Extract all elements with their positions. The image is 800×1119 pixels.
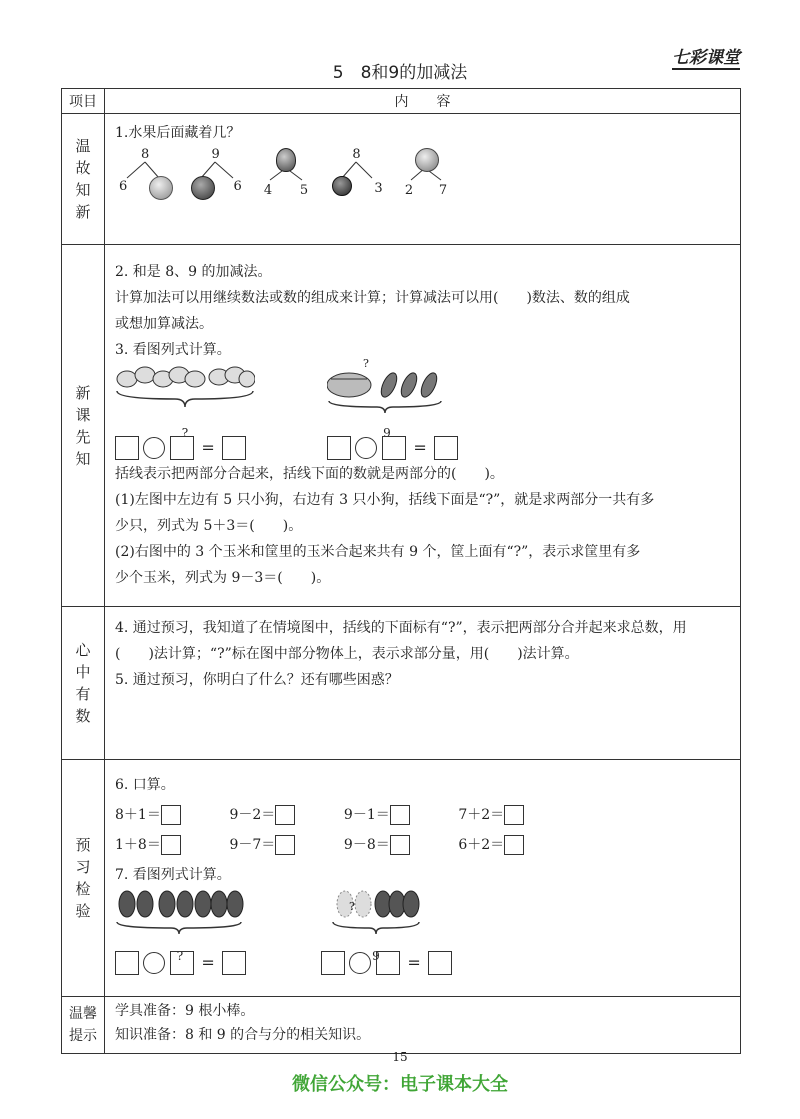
answer-box[interactable] xyxy=(115,951,139,975)
text-line: 计算加法可以用继续数法或数的组成来计算；计算减法可以用( )数法、数的组成 xyxy=(115,290,630,306)
svg-text:?: ? xyxy=(363,357,369,370)
answer-box[interactable] xyxy=(275,835,295,855)
section-label-check: 预 习 检 验 xyxy=(62,760,105,997)
text-line: 5. 通过预习，你明白了什么？还有哪些困惑？ xyxy=(115,672,399,688)
number-bond: 2 7 xyxy=(401,148,453,208)
operator-circle[interactable] xyxy=(143,952,165,974)
text-line: 括线表示把两部分合起来，括线下面的数就是两部分的( )。 xyxy=(115,466,504,482)
answer-box[interactable] xyxy=(222,436,246,460)
question-7: 7. 看图列式计算。 xyxy=(115,867,231,883)
answer-box[interactable] xyxy=(275,805,295,825)
text-line: ( )法计算；“?”标在图中部分物体上，表示求部分量，用( )法计算。 xyxy=(115,646,579,662)
answer-box[interactable] xyxy=(390,805,410,825)
equation-blank: = xyxy=(115,950,246,976)
mental-math-row: 1＋8＝ 9－7＝ 9－8＝ 6＋2＝ xyxy=(115,832,730,858)
answer-box[interactable] xyxy=(321,951,345,975)
section-label-preview: 新 课 先 知 xyxy=(62,245,105,607)
operator-circle[interactable] xyxy=(355,437,377,459)
page-title: 5 8和9的加减法 xyxy=(332,63,468,83)
corn-picture: ? 9 xyxy=(327,357,447,446)
page-number: 15 xyxy=(392,1050,408,1064)
text-line: 少个玉米，列式为 9－3＝( )。 xyxy=(115,570,331,586)
text-line: 知识准备：8 和 9 的合与分的相关知识。 xyxy=(115,1027,371,1043)
number-bonds xyxy=(115,148,730,208)
answer-box[interactable] xyxy=(376,951,400,975)
puppies-illustration xyxy=(115,363,255,415)
number-bond: 4 5 xyxy=(260,148,312,208)
answer-box[interactable] xyxy=(382,436,406,460)
text-line: 4. 通过预习，我知道了在情境图中，括线的下面标有“?”，表示把两部分合并起来求总数，用 xyxy=(115,620,687,636)
mental-math-row: 8＋1＝ 9－2＝ 9－1＝ 7＋2＝ xyxy=(115,802,730,828)
answer-box[interactable] xyxy=(161,805,181,825)
answer-box[interactable] xyxy=(161,835,181,855)
operator-circle[interactable] xyxy=(143,437,165,459)
question-1: 1.水果后面藏着几？ xyxy=(115,125,241,141)
text-line: 少只，列式为 5＋3＝( )。 xyxy=(115,518,303,534)
equation-blank: = xyxy=(327,435,458,461)
penguins-illustration xyxy=(115,888,245,938)
header-item: 项目 xyxy=(62,89,105,114)
apple-icon xyxy=(149,176,173,200)
answer-box[interactable] xyxy=(428,951,452,975)
svg-text:?: ? xyxy=(349,900,355,913)
peach-icon xyxy=(415,148,439,172)
section-label-reflect: 心 中 有 数 xyxy=(62,607,105,760)
penguins-picture-2: ? 9 xyxy=(331,888,421,969)
penguins-illustration-2 xyxy=(331,888,421,938)
text-line: 学具准备：9 根小棒。 xyxy=(115,1003,255,1019)
header-content: 内 容 xyxy=(105,89,741,114)
text-line: (2)右图中的 3 个玉米和筐里的玉米合起来共有 9 个，筐上面有“?”，表示求筐里有多 xyxy=(115,544,641,560)
question-6: 6. 口算。 xyxy=(115,777,175,793)
answer-box[interactable] xyxy=(115,436,139,460)
answer-box[interactable] xyxy=(222,951,246,975)
section-label-review: 温 故 知 新 xyxy=(62,114,105,245)
equation-blank: = xyxy=(115,435,246,461)
number-bond: 9 6 xyxy=(189,148,241,208)
answer-box[interactable] xyxy=(327,436,351,460)
number-bond: 8 6 xyxy=(119,148,171,208)
text-line: 2. 和是 8、9 的加减法。 xyxy=(115,264,272,280)
answer-box[interactable] xyxy=(170,951,194,975)
text-line: (1)左图中左边有 5 只小狗，右边有 3 只小狗，括线下面是“?”，就是求两部分一共有多 xyxy=(115,492,655,508)
answer-box[interactable] xyxy=(434,436,458,460)
answer-box[interactable] xyxy=(390,835,410,855)
text-line: 3. 看图列式计算。 xyxy=(115,342,231,358)
equation-blank: = xyxy=(321,950,452,976)
section-label-tips: 温馨 提示 xyxy=(62,997,105,1054)
answer-box[interactable] xyxy=(170,436,194,460)
answer-box[interactable] xyxy=(504,835,524,855)
text-line: 或想加算减法。 xyxy=(115,316,213,332)
watermark: 微信公众号：电子课本大全 xyxy=(292,1074,508,1095)
brand-logo: 七彩课堂 xyxy=(672,48,740,68)
pear-icon xyxy=(276,148,296,172)
content-table xyxy=(61,88,741,1054)
corn-illustration xyxy=(327,357,447,415)
puppies-picture: ? xyxy=(115,363,255,446)
penguins-picture: ? xyxy=(115,888,245,969)
answer-box[interactable] xyxy=(504,805,524,825)
operator-circle[interactable] xyxy=(349,952,371,974)
number-bond: 8 3 xyxy=(330,148,382,208)
